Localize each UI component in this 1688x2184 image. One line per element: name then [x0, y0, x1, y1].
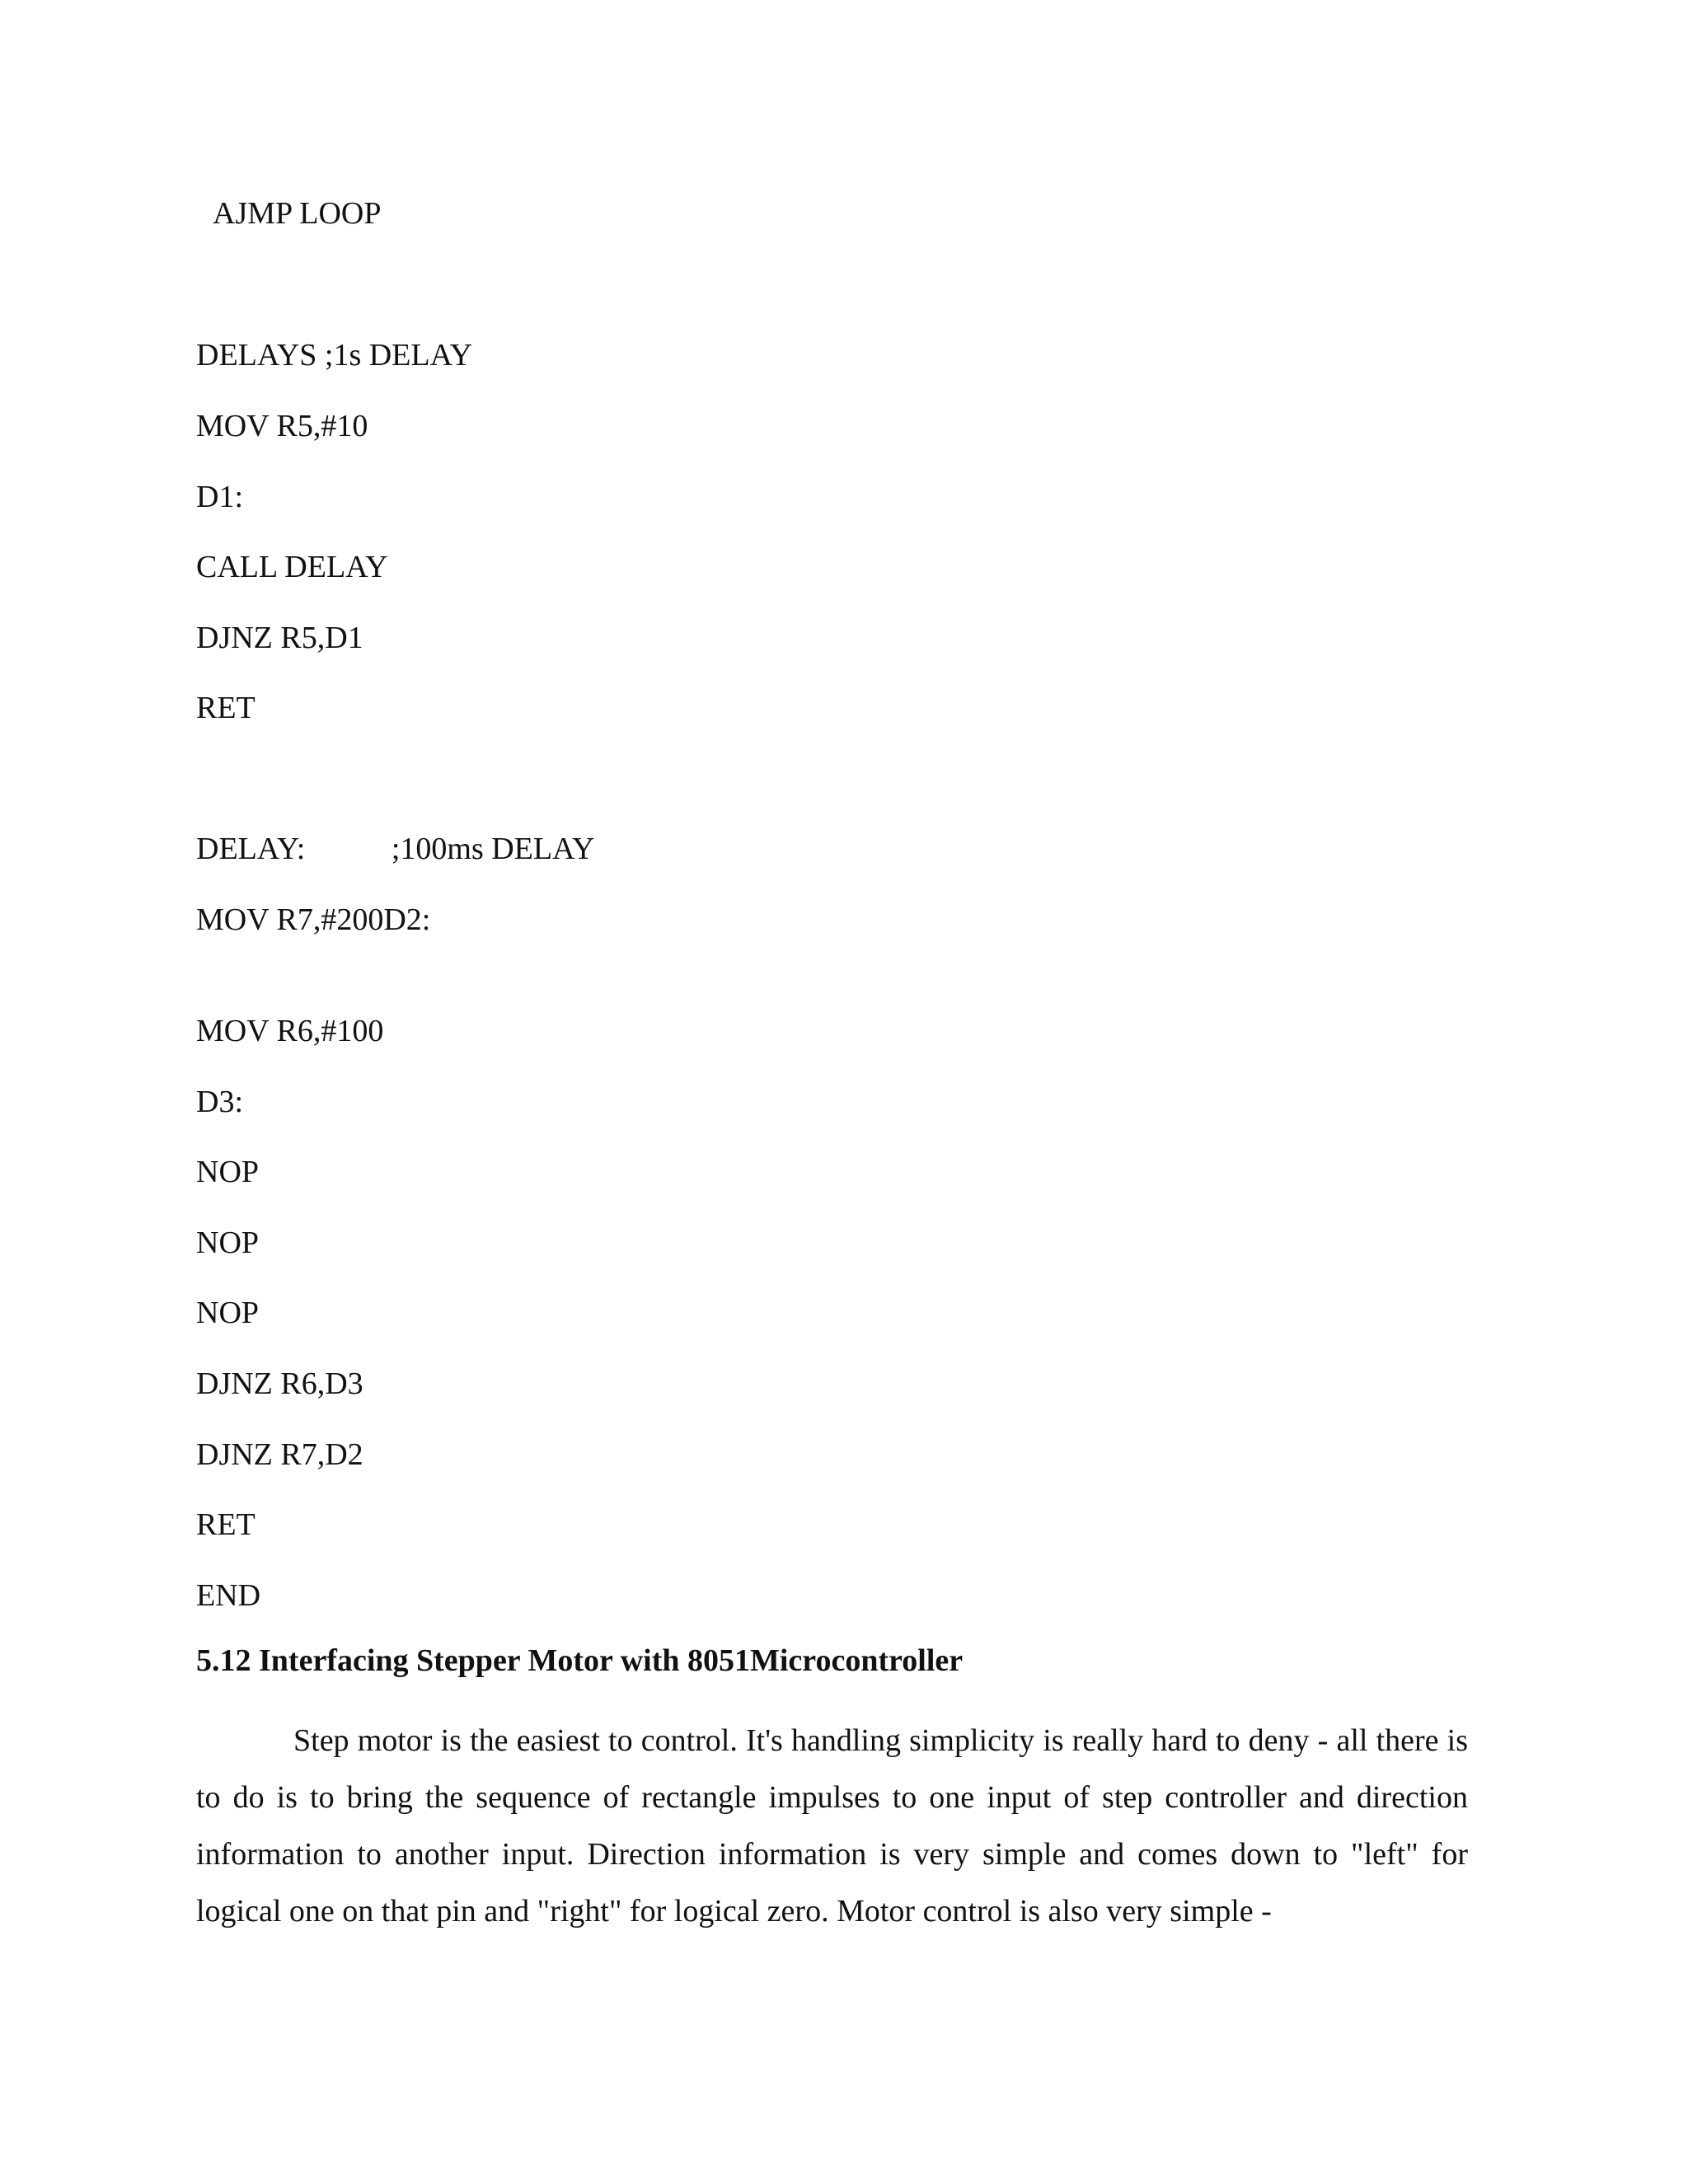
code-line-delay-label: DELAY: ;100ms DELAY: [196, 832, 595, 866]
code-line-nop-2: NOP: [196, 1226, 260, 1260]
code-line-nop-3: NOP: [196, 1296, 260, 1330]
code-line-mov-r5: MOV R5,#10: [196, 409, 368, 443]
code-line-mov-r6: MOV R6,#100: [196, 1014, 384, 1048]
code-line-djnz-r6: DJNZ R6,D3: [196, 1366, 363, 1401]
code-line-nop-1: NOP: [196, 1155, 260, 1189]
code-line-delays-label: DELAYS ;1s DELAY: [196, 338, 473, 373]
code-line-djnz-r7: DJNZ R7,D2: [196, 1437, 363, 1472]
code-line-d3-label: D3:: [196, 1085, 243, 1119]
code-line-ajmp-loop: AJMP LOOP: [213, 196, 382, 231]
code-line-end: END: [196, 1578, 261, 1613]
code-line-d1-label: D1:: [196, 480, 243, 514]
section-heading: 5.12 Interfacing Stepper Motor with 8051Microcontroller: [196, 1643, 964, 1678]
code-line-ret-1: RET: [196, 691, 256, 725]
code-line-mov-r7: MOV R7,#200D2:: [196, 902, 431, 937]
section-paragraph: Step motor is the easiest to control. It's handling simplicity is really hard to deny - all there is to do is to bring the sequence of rectangle impulses to one input of step controller and direction information to another input. Direction information is very simple and comes down to "left" for logical one on that pin and "right" for logical zero. Motor control is also very simple -: [196, 1723, 1468, 1929]
code-line-djnz-r5: DJNZ R5,D1: [196, 621, 363, 655]
code-line-ret-2: RET: [196, 1507, 256, 1542]
code-line-call-delay: CALL DELAY: [196, 550, 388, 584]
